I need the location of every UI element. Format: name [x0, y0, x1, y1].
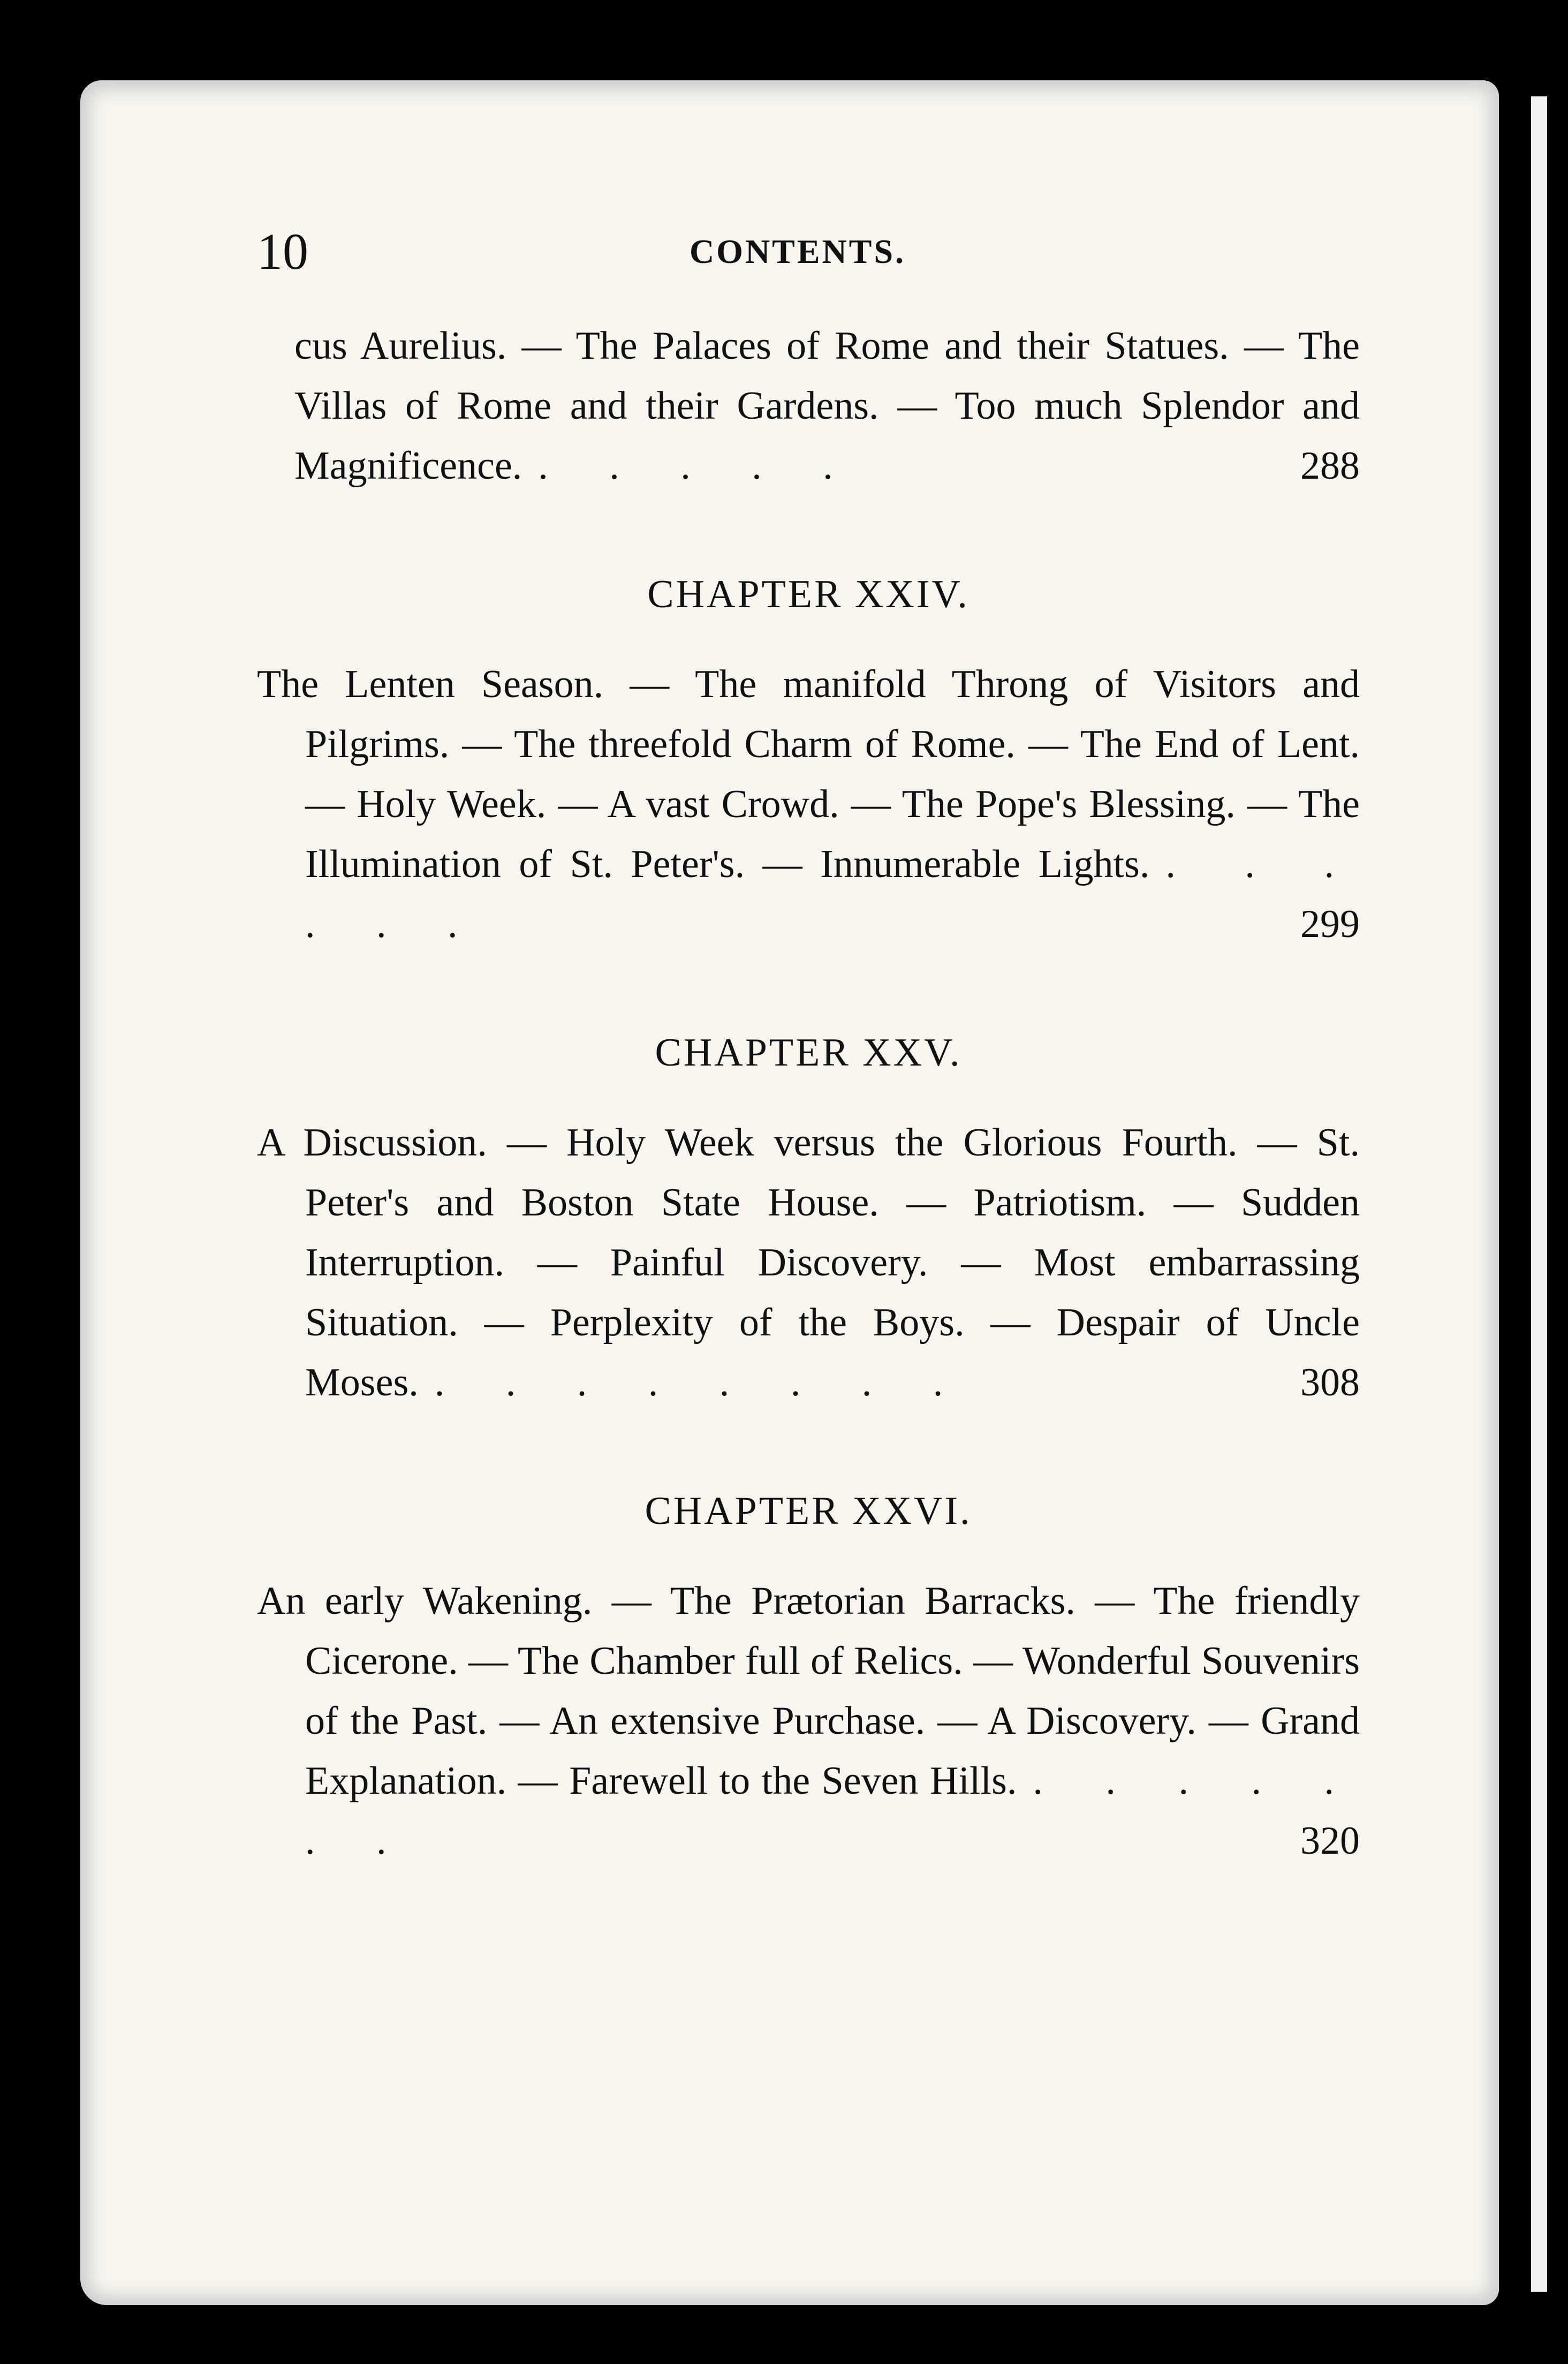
page-edge: [1531, 96, 1547, 2292]
dot-leaders: . . . . . . .: [305, 1759, 1360, 1863]
chapter-block-xxv: [257, 1023, 1360, 1413]
toc-entry-text: The Lenten Season. — The manifold Throng of Visitors and Pilgrims. — The threefold Charm of Rome. — The End of Lent. — Holy Week. — A vast Crowd. — The Pope's Blessing. — The Illumination of St. Peter's. — Innumerable Lights.: [257, 662, 1360, 886]
toc-entry-continued: [257, 316, 1360, 496]
table-of-contents: [257, 316, 1360, 1871]
toc-page-number: 308: [1300, 1361, 1360, 1404]
dot-leaders: . . . . . .: [305, 842, 1360, 946]
chapter-heading: CHAPTER XXIV.: [647, 572, 969, 616]
toc-page-number: 299: [1300, 902, 1360, 946]
toc-entry-text: A Discussion. — Holy Week versus the Glorious Fourth. — St. Peter's and Boston State House. — Patriotism. — Sudden Interruption. — Painful Discovery. — Most embarrassing Situation. — Perplexity of the Boys. — Despair of Uncle Moses.: [257, 1121, 1360, 1404]
toc-entry: [257, 1571, 1360, 1871]
toc-entry-text: cus Aurelius. — The Palaces of Rome and their Statues. — The Villas of Rome and their Gardens. — Too much Splendor and Magnificence.: [294, 324, 1360, 488]
chapter-heading: CHAPTER XXVI.: [645, 1489, 972, 1533]
running-head: CONTENTS.: [689, 232, 906, 270]
toc-entry: [257, 1113, 1360, 1413]
dot-leaders: . . . . . . . .: [434, 1361, 969, 1404]
toc-entry: [257, 654, 1360, 954]
chapter-block-xxvi: [257, 1481, 1360, 1871]
toc-entry-text: An early Wakening. — The Prætorian Barracks. — The friendly Cicerone. — The Chamber full of Relics. — Wonderful Souvenirs of the Past. — An extensive Purchase. — A Discovery. — Grand Explanation. — Farewell to the Seven Hills.: [257, 1579, 1360, 1803]
toc-page-number: 288: [1300, 444, 1360, 488]
chapter-heading: CHAPTER XXV.: [655, 1031, 962, 1075]
chapter-block-xxiv: [257, 564, 1360, 954]
page-number: 10: [257, 223, 308, 280]
dot-leaders: . . . . .: [538, 444, 859, 488]
toc-page-number: 320: [1300, 1819, 1360, 1863]
page-header: [252, 214, 1344, 289]
